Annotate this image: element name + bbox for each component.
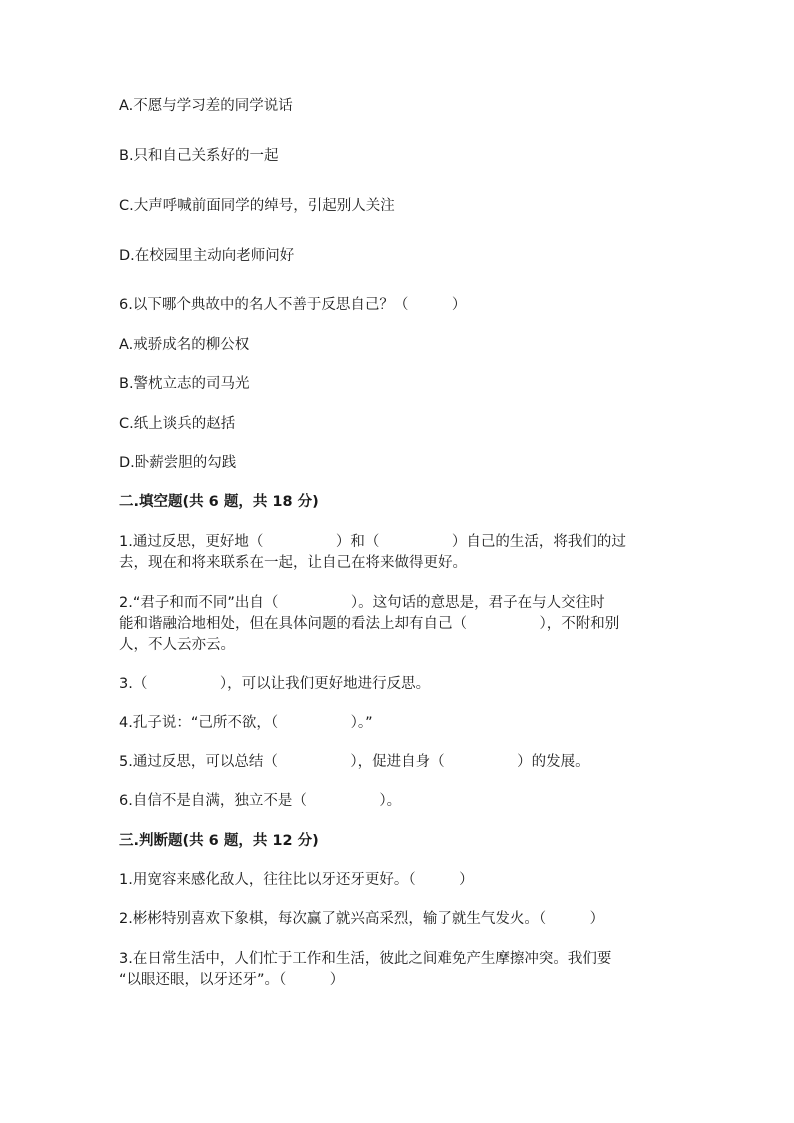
fill-q3: 3.（ ），可以让我们更好地进行反思。 — [119, 676, 431, 692]
fill-q6: 6.自信不是自满，独立不是（ ）。 — [119, 793, 402, 809]
judge-q3-line1: 3.在日常生活中，人们忙于工作和生活，彼此之间难免产生摩擦冲突。我们要 — [119, 951, 612, 967]
q6-option-a: A.戒骄成名的柳公权 — [119, 337, 250, 353]
fill-q2-line3: 人，不人云亦云。 — [119, 637, 235, 653]
judge-q2: 2.彬彬特别喜欢下象棋，每次赢了就兴高采烈，输了就生气发火。（ ） — [119, 911, 605, 927]
fill-q1-line2: 去，现在和将来联系在一起，让自己在将来做得更好。 — [119, 555, 467, 571]
fill-q2-line1: 2.“君子和而不同”出自（ ）。这句话的意思是，君子在与人交往时 — [119, 595, 605, 611]
q6-option-b: B.警枕立志的司马光 — [119, 376, 250, 392]
question-6: 6.以下哪个典故中的名人不善于反思自己？（ ） — [119, 297, 467, 313]
option-d: D.在校园里主动向老师问好 — [119, 248, 295, 264]
option-b: B.只和自己关系好的一起 — [119, 148, 279, 164]
fill-q2-line2: 能和谐融洽地相处，但在具体问题的看法上却有自己（ ），不附和别 — [119, 616, 620, 632]
judge-q1: 1.用宽容来感化敌人，往往比以牙还牙更好。（ ） — [119, 872, 474, 888]
section-fill-blank-title: 二.填空题(共 6 题，共 18 分) — [119, 494, 319, 510]
option-c: C.大声呼喊前面同学的绰号，引起别人关注 — [119, 198, 395, 214]
q6-option-c: C.纸上谈兵的赵括 — [119, 416, 236, 432]
judge-q3-line2: “以眼还眼，以牙还牙”。（ ） — [119, 972, 345, 988]
fill-q1-line1: 1.通过反思，更好地（ ）和（ ）自己的生活，将我们的过 — [119, 534, 626, 550]
section-judge-title: 三.判断题(共 6 题，共 12 分) — [119, 833, 319, 849]
fill-q4: 4.孔子说：“己所不欲，（ ）。” — [119, 715, 373, 731]
fill-q5: 5.通过反思，可以总结（ ），促进自身（ ）的发展。 — [119, 754, 590, 770]
option-a: A.不愿与学习差的同学说话 — [119, 98, 293, 114]
q6-option-d: D.卧薪尝胆的勾践 — [119, 455, 237, 471]
